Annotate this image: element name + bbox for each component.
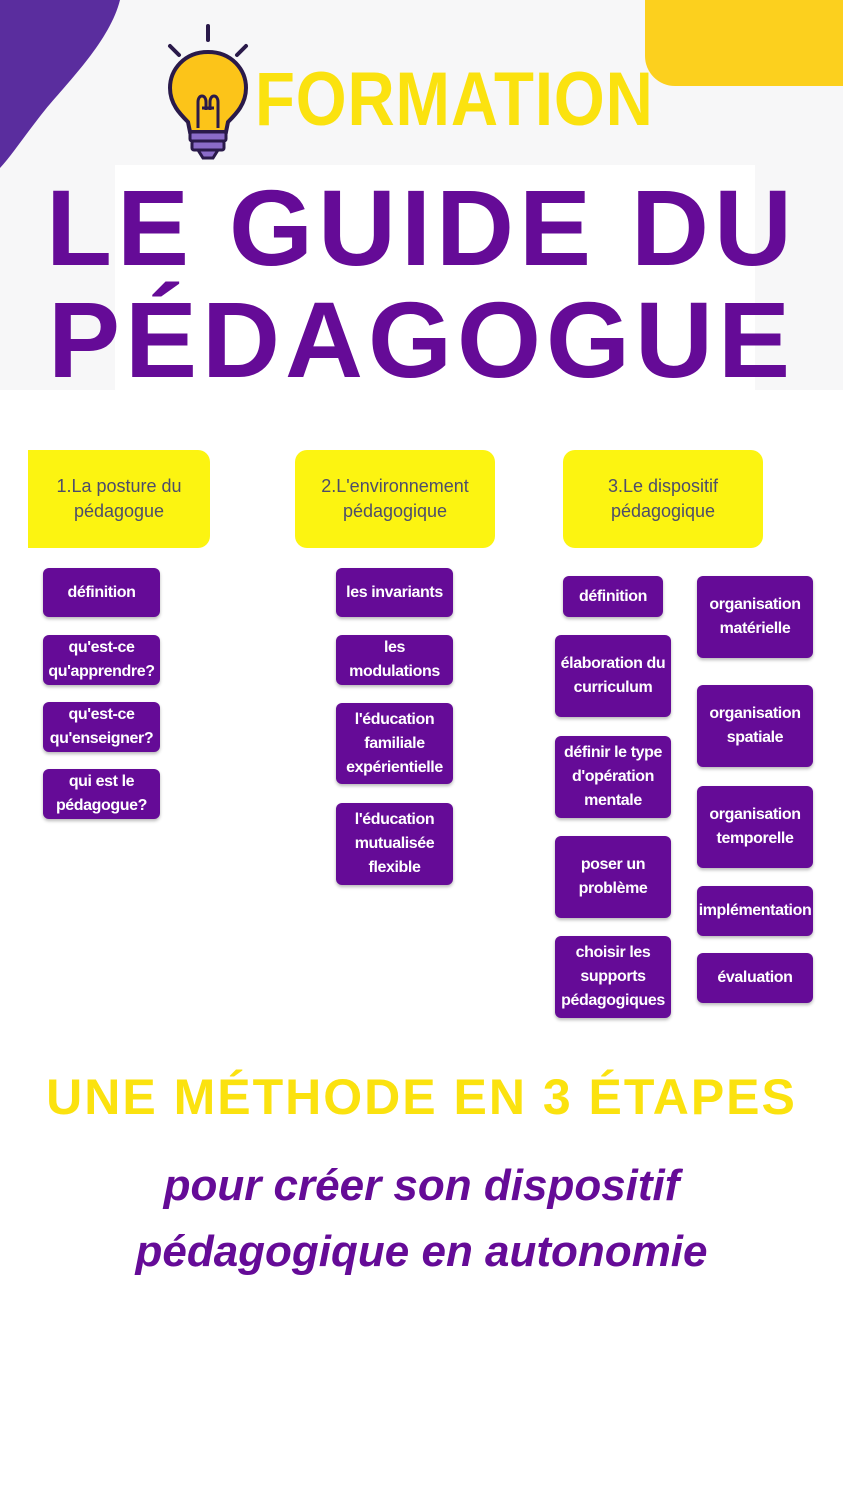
topic-box: évaluation (697, 953, 813, 1003)
method-heading: UNE MÉTHODE EN 3 ÉTAPES (46, 1069, 797, 1125)
topic-box: les invariants (336, 568, 453, 617)
topic-box: élaboration du curriculum (555, 635, 671, 717)
purple-blob-decoration (0, 0, 120, 170)
subtitle-line-2: pédagogique en autonomie (135, 1227, 708, 1276)
topic-box: organisation spatiale (697, 685, 813, 767)
topic-box: poser un problème (555, 836, 671, 918)
page-title-line-1: LE GUIDE DU (45, 167, 798, 288)
subtitle-line-1: pour créer son dispositif (163, 1161, 680, 1210)
category-posture: 1.La posture du pédagogue (28, 450, 210, 548)
topic-box: définition (43, 568, 160, 617)
topic-box: qui est le pédagogue? (43, 769, 160, 819)
topic-box: l'éducation familiale expérientielle (336, 703, 453, 784)
formation-label: FORMATION (255, 57, 654, 142)
topic-box: organisation matérielle (697, 576, 813, 658)
category-dispositif: 3.Le dispositif pédagogique (563, 450, 763, 548)
topic-box: définition (563, 576, 663, 617)
topic-box: implémentation (697, 886, 813, 936)
topic-box: qu'est-ce qu'enseigner? (43, 702, 160, 752)
yellow-blob-decoration (645, 0, 843, 86)
topic-box: organisation temporelle (697, 786, 813, 868)
topic-box: choisir les supports pédagogiques (555, 936, 671, 1018)
lightbulb-icon (158, 22, 258, 162)
page-title-line-2: PÉDAGOGUE (47, 279, 796, 400)
category-environnement: 2.L'environnement pédagogique (295, 450, 495, 548)
topic-box: les modulations (336, 635, 453, 685)
topic-box: l'éducation mutualisée flexible (336, 803, 453, 885)
topic-box: qu'est-ce qu'apprendre? (43, 635, 160, 685)
topic-box: définir le type d'opération mentale (555, 736, 671, 818)
